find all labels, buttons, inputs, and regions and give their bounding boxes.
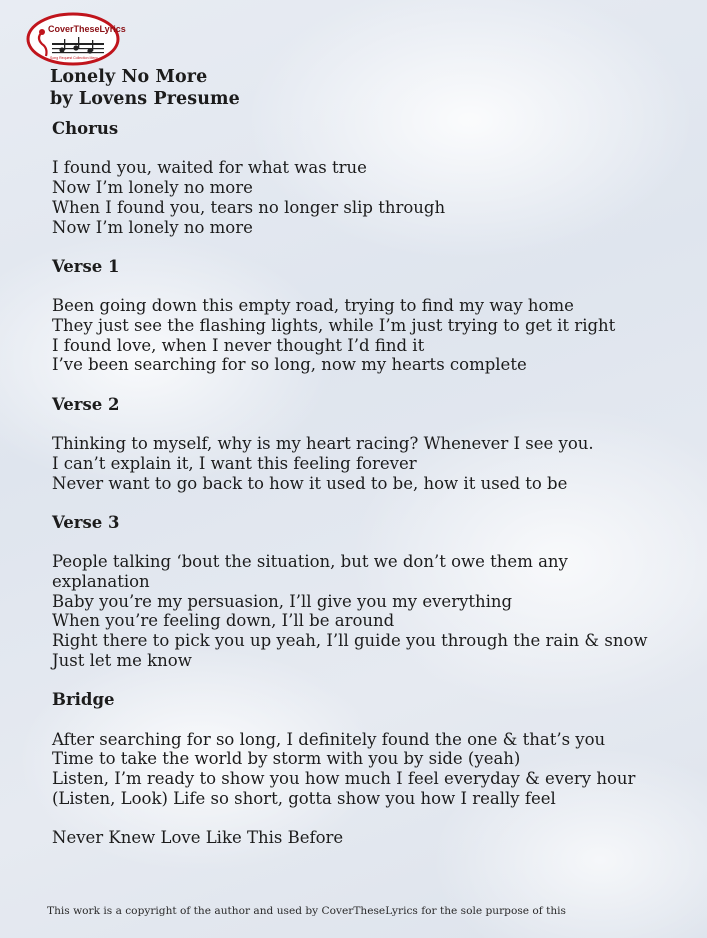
lyric-line: People talking ‘bout the situation, but we don’t owe them any explanation [52,552,568,592]
lyric-line: They just see the flashing lights, while I’m just trying to get it right [52,315,616,335]
section-verse-2 [52,395,682,494]
lyric-line: Been going down this empty road, trying to find my way home [52,296,574,316]
logo-tagline: Song Request Collection Menu [50,56,99,60]
lyric-line: When you’re feeling down, I’ll be around [52,611,395,631]
section-verse-3 [52,513,682,671]
section-heading: Verse 3 [52,512,120,532]
lyric-line: Right there to pick you up yeah, I’ll guide you through the rain & snow [52,631,648,651]
lyric-line: Listen, I’m ready to show you how much I feel everyday & every hour [52,769,636,789]
lyric-line: Time to take the world by storm with you by side (yeah) [52,749,521,769]
section-chorus [52,119,682,237]
lyric-line: Baby you’re my persuasion, I’ll give you my everything [52,591,513,611]
section-bridge [52,690,682,808]
lyric-line: When I found you, tears no longer slip through [52,197,446,217]
lyric-line: I can’t explain it, I want this feeling forever [52,453,417,473]
lyric-line: Now I’m lonely no more [52,217,253,237]
lyric-line: I’ve been searching for so long, now my hearts complete [52,355,527,375]
logo-text: CoverTheseLyrics [48,24,126,34]
lyric-line: Just let me know [52,650,192,670]
section-heading: Chorus [52,119,119,138]
song-header [50,66,240,110]
section-heading: Bridge [52,690,115,710]
song-byline: by Lovens Presume [50,89,240,109]
section-heading: Verse 1 [52,256,120,276]
lyric-line: (Listen, Look) Life so short, gotta show you how I really feel [52,788,556,808]
lyric-line: I found love, when I never thought I’d find it [52,335,425,355]
song-title: Lonely No More [50,67,208,87]
closing-line: Never Knew Love Like This Before [52,828,344,848]
lyric-line: Never want to go back to how it used to be, how it used to be [52,473,568,493]
section-verse-1 [52,257,682,375]
lyric-line: I found you, waited for what was true [52,158,367,178]
lyric-line: Thinking to myself, why is my heart racing? Whenever I see you. [52,434,594,454]
cover-these-lyrics-logo-icon [26,12,126,66]
lyrics-body [52,119,682,848]
lyric-line: Now I’m lonely no more [52,178,253,198]
lyric-line: After searching for so long, I definitely found the one & that’s you [52,729,606,749]
copyright-footer: This work is a copyright of the author and used by CoverTheseLyrics for the sole purpose of this [47,905,566,917]
section-heading: Verse 2 [52,394,120,414]
